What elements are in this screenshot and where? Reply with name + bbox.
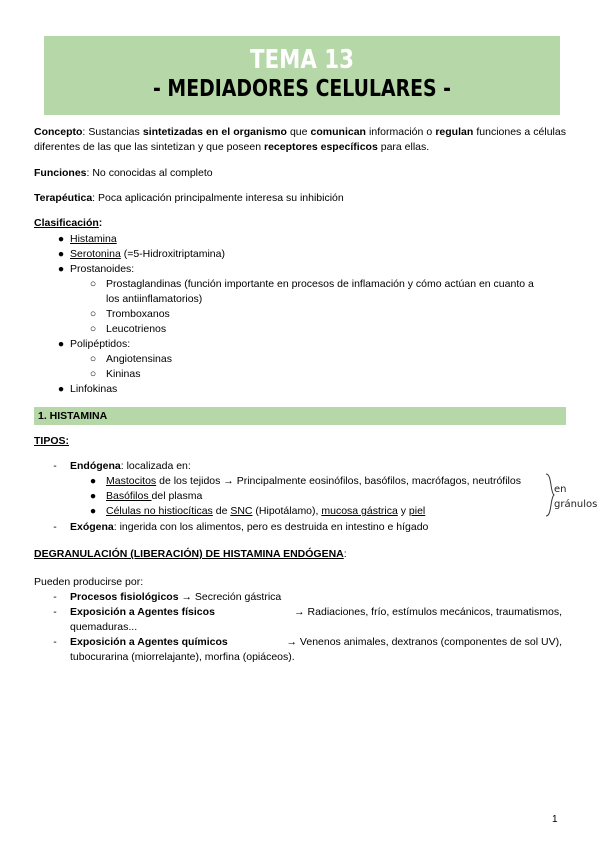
serotonina-note: (=5-Hidroxitriptamina) bbox=[120, 248, 225, 260]
item-label: Exposición a Agentes físicos bbox=[70, 606, 215, 618]
terapeutica-line bbox=[34, 191, 566, 206]
item-label: Exposición a Agentes químicos bbox=[70, 636, 228, 648]
sub-bullet: ○ bbox=[89, 308, 97, 320]
piel-link: piel bbox=[408, 505, 426, 517]
concepto-text: : Sustancias bbox=[82, 126, 143, 138]
sub-bullet: ○ bbox=[89, 323, 97, 335]
list-item bbox=[70, 520, 428, 535]
text: (Hipotálamo), bbox=[252, 505, 322, 517]
bullet: ● bbox=[57, 383, 65, 395]
concepto-text: funciones a células diferentes de las que las sintetizan y que poseen bbox=[34, 126, 566, 153]
concepto-bold: regulan bbox=[435, 126, 474, 138]
handwritten-note: en bbox=[554, 484, 567, 495]
text: y bbox=[397, 505, 409, 517]
exogena-text: : ingerida con los alimentos, pero es destruida en intestino e hígado bbox=[113, 521, 429, 533]
list-item: Tromboxanos bbox=[106, 308, 170, 320]
list-item bbox=[70, 605, 562, 620]
concepto-bold: comunican bbox=[310, 126, 366, 138]
endogena-text: : localizada en: bbox=[120, 460, 191, 472]
list-item bbox=[106, 504, 425, 519]
list-item-continuation: quemaduras... bbox=[70, 621, 138, 633]
colon: : bbox=[98, 217, 103, 229]
list-item bbox=[70, 459, 191, 474]
histamina-link: Histamina bbox=[70, 233, 117, 245]
dash-bullet: - bbox=[53, 606, 57, 618]
concepto-text: para ellas. bbox=[377, 141, 430, 153]
funciones-label: Funciones bbox=[34, 167, 87, 179]
list-item bbox=[70, 247, 225, 262]
mastocitos-link: Mastocitos bbox=[106, 475, 157, 487]
item-label: Procesos fisiológicos bbox=[70, 591, 179, 603]
list-item: Polipéptidos: bbox=[70, 338, 131, 350]
dash-bullet: - bbox=[53, 521, 57, 533]
tipos-heading bbox=[34, 434, 566, 449]
bullet: ● bbox=[57, 248, 65, 260]
mastocitos-text: de los tejidos → Principalmente eosinófilos, basófilos, macrófagos, neutrófilos bbox=[156, 475, 521, 487]
colon: : bbox=[343, 548, 347, 560]
funciones-line bbox=[34, 166, 566, 181]
basofilos-link: Basófilos bbox=[106, 490, 152, 502]
list-item: Kininas bbox=[106, 368, 141, 380]
tipos-label: TIPOS: bbox=[34, 435, 70, 447]
list-item-continuation: tubocurarina (miorrelajante), morfina (opiáceos). bbox=[70, 651, 295, 663]
bullet: ● bbox=[57, 338, 65, 350]
exogena-label: Exógena bbox=[70, 521, 114, 533]
sub-bullet: ○ bbox=[89, 368, 97, 380]
list-item: Linfokinas bbox=[70, 383, 118, 395]
funciones-text: : No conocidas al completo bbox=[86, 167, 213, 179]
item-text: → Venenos animales, dextranos (componentes de sol UV), bbox=[286, 636, 562, 648]
dash-bullet: - bbox=[53, 460, 57, 472]
concepto-label: Concepto bbox=[34, 126, 83, 138]
list-item bbox=[70, 635, 562, 650]
concepto-paragraph bbox=[34, 125, 566, 155]
terapeutica-text: : Poca aplicación principalmente interesa su inhibición bbox=[92, 192, 344, 204]
list-item bbox=[70, 232, 117, 247]
clasificacion-heading bbox=[34, 216, 566, 231]
terapeutica-label: Terapéutica bbox=[34, 192, 93, 204]
bullet: ● bbox=[89, 475, 97, 487]
item-text: → Radiaciones, frío, estímulos mecánicos, traumatismos, bbox=[294, 606, 562, 618]
degranulacion-label: DEGRANULACIÓN (LIBERACIÓN) DE HISTAMINA ENDÓGENA bbox=[34, 548, 344, 560]
handwritten-note: gránulos bbox=[554, 499, 598, 510]
endogena-label: Endógena bbox=[70, 460, 121, 472]
sub-bullet: ○ bbox=[89, 353, 97, 365]
section-heading-histamina: 1. HISTAMINA bbox=[34, 407, 566, 425]
list-item: Leucotrienos bbox=[106, 323, 167, 335]
list-item: Angiotensinas bbox=[106, 353, 172, 365]
concepto-text: que bbox=[286, 126, 311, 138]
basofilos-text: del plasma bbox=[151, 490, 203, 502]
dash-bullet: - bbox=[53, 591, 57, 603]
mucosa-link: mucosa gástrica bbox=[321, 505, 398, 517]
degranulacion-heading bbox=[34, 547, 566, 562]
list-item bbox=[106, 489, 202, 504]
bullet: ● bbox=[89, 505, 97, 517]
sub-bullet: ○ bbox=[89, 278, 97, 290]
snc-link: SNC bbox=[230, 505, 253, 517]
list-item: Prostanoides: bbox=[70, 263, 135, 275]
serotonina-link: Serotonina bbox=[70, 248, 121, 260]
concepto-bold: sintetizadas en el organismo bbox=[142, 126, 287, 138]
bullet: ● bbox=[89, 490, 97, 502]
clasificacion-label: Clasificación bbox=[34, 217, 99, 229]
bullet: ● bbox=[57, 263, 65, 275]
list-item: Prostaglandinas (función importante en procesos de inflamación y cómo actúan en cuanto a bbox=[106, 278, 534, 290]
dash-bullet: - bbox=[53, 636, 57, 648]
item-text: → Secreción gástrica bbox=[178, 591, 282, 603]
title-banner bbox=[44, 36, 560, 115]
concepto-text: información o bbox=[365, 126, 436, 138]
concepto-bold: receptores específicos bbox=[264, 141, 378, 153]
celulas-link: Células no histiocíticas bbox=[106, 505, 213, 517]
list-item bbox=[106, 474, 521, 489]
page-number: 1 bbox=[552, 814, 558, 825]
list-item-continuation: los antiinflamatorios) bbox=[106, 293, 203, 305]
page-subtitle: - MEDIADORES CELULARES - bbox=[153, 76, 451, 102]
degranulacion-intro: Pueden producirse por: bbox=[34, 576, 144, 588]
bullet: ● bbox=[57, 233, 65, 245]
text: de bbox=[212, 505, 231, 517]
page-title: TEMA 13 bbox=[250, 45, 354, 75]
list-item bbox=[70, 590, 281, 605]
